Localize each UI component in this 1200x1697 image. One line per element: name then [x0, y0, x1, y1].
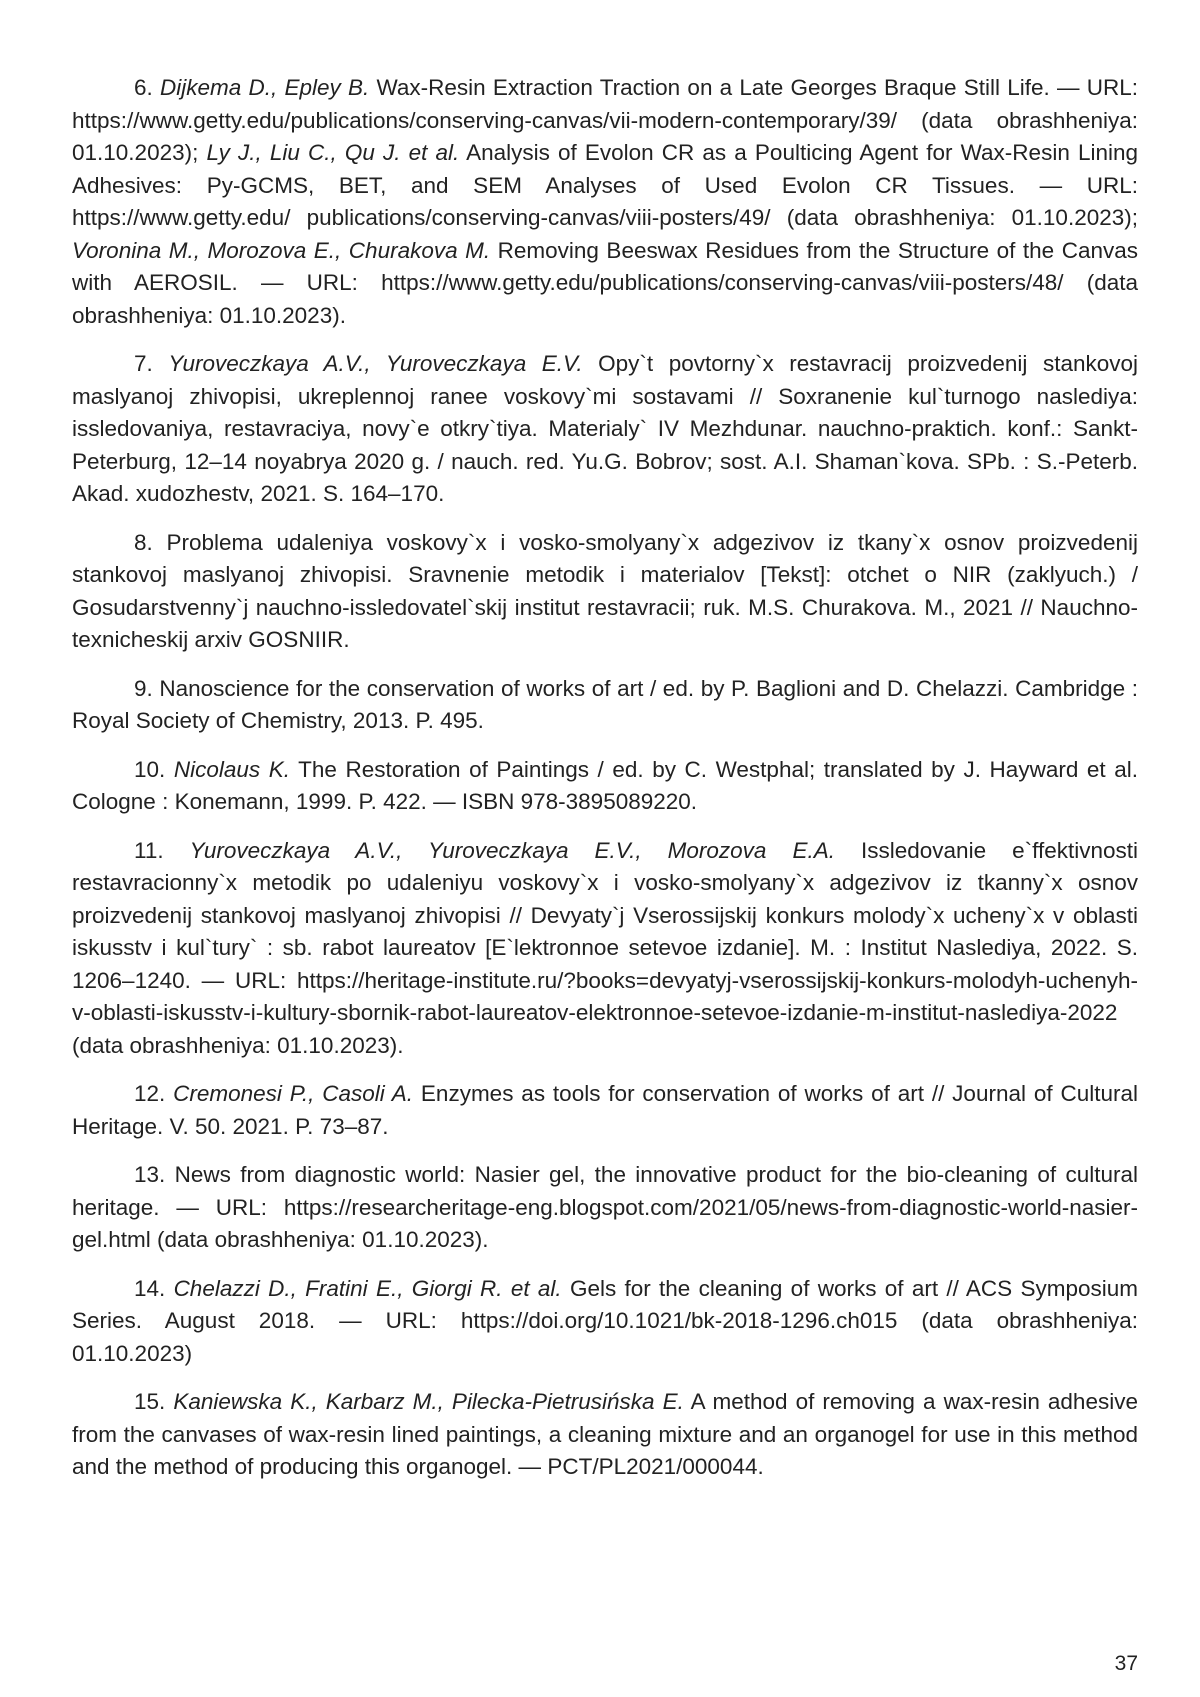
reference-text: Gels for the cleaning of works of art // ACS Symposium Series. August 2018. — URL: https://doi.org/10.1021/bk-2018-1296.ch015 (data obrashheniya: 01.10.2023) [72, 1275, 1138, 1366]
reference-entry [72, 527, 1138, 657]
reference-text: 12. [134, 1081, 174, 1106]
reference-text: Analysis of Evolon CR as a Poulticing Agent for Wax-Resin Lining Adhesives: Py-GCMS, BET, and SEM Analyses of Used Evolon CR Tissues. — URL: https://www.getty.edu/ publications/conserving-canvas/viii-posters/49/ (data obrashheniya: 01.10.2023); [72, 140, 1138, 230]
reference-entry [72, 348, 1138, 511]
reference-entry [72, 72, 1138, 332]
reference-entry [72, 1273, 1138, 1371]
reference-text: 10. [134, 756, 174, 782]
reference-text: Issledovanie e`ffektivnosti restavracionny`x metodik po udaleniyu voskovy`x i vosko-smolyany`x adgezivov iz tkanny`x osnov proizvedenij stankovoj maslyanoj zhivopisi // Devyaty`j Vserossijskij konkurs molody`x ucheny`x v oblasti iskusstv i kul`tury` : sb. rabot laureatov [E`lektronnoe setevoe izdanie]. M. : Institut Naslediya, 2022. S. 1206–1240. — URL: https://heritage-institute.ru/?books=devyatyj-vserossijskij-konkurs-molodyh-uchenyh-v-oblasti-iskusstv-i-kultury-sbornik-rabot-laureatov-elektronnoe-setevoe-izdanie-m-institut-naslediya-2022 (data obrashheniya: 01.10.2023). [72, 837, 1139, 1058]
reference-authors: Cremonesi P., Casoli A. [173, 1081, 414, 1106]
reference-entry [72, 835, 1138, 1063]
reference-text: 9. Nanoscience for the conservation of works of art / ed. by P. Baglioni and D. Chelazzi. Cambridge : Royal Society of Chemistry, 2013. P. 495. [72, 675, 1138, 733]
reference-text: Opy`t povtorny`x restavracij proizvedenij stankovoj maslyanoj zhivopisi, ukreplennoj ranee voskovy`mi sostavami // Soxranenie kul`turnogo naslediya: issledovaniya, restavraciya, novy`e otkry`tiya. Materialy` IV Mezhdunar. nauchno-praktich. konf.: Sankt-Peterburg, 12–14 noyabrya 2020 g. / nauch. red. Yu.G. Bobrov; sost. A.I. Shaman`kova. SPb. : S.-Peterb. Akad. xudozhestv, 2021. S. 164–170. [72, 351, 1138, 506]
reference-authors: Kaniewska K., Karbarz M., Pilecka-Pietrusińska E. [173, 1389, 684, 1414]
reference-text: 6. [134, 75, 160, 100]
reference-list [72, 72, 1138, 1500]
reference-text: 15. [134, 1389, 174, 1414]
reference-entry [72, 673, 1138, 738]
reference-text: The Restoration of Paintings / ed. by C. Westphal; translated by J. Hayward et al. Cologne : Konemann, 1999. P. 422. — ISBN 978-3895089220. [72, 756, 1138, 814]
reference-authors: Ly J., Liu C., Qu J. et al. [206, 140, 460, 165]
reference-text: 14. [134, 1275, 174, 1301]
reference-entry [72, 754, 1138, 819]
reference-entry [72, 1078, 1138, 1143]
reference-authors: Yuroveczkaya A.V., Yuroveczkaya E.V. [168, 351, 583, 376]
reference-text: 13. News from diagnostic world: Nasier gel, the innovative product for the bio-cleaning of cultural heritage. — URL: https://researcheritage-eng.blogspot.com/2021/05/news-from-diagnostic-world-nasier-gel.html (data obrashheniya: 01.10.2023). [72, 1162, 1138, 1252]
reference-text: Wax-Resin Extraction Traction on a Late Georges Braque Still Life. — URL: https://www.getty.edu/publications/conserving-canvas/vii-modern-contemporary/39/ (data obrashheniya: 01.10.2023); [72, 75, 1138, 165]
reference-text: 7. [134, 351, 169, 376]
reference-text: 11. [134, 837, 190, 863]
reference-authors: Dijkema D., Epley B. [160, 75, 370, 100]
reference-text: A method of removing a wax-resin adhesive from the canvases of wax-resin lined paintings, a cleaning mixture and an organogel for use in this method and the method of producing this organogel. — PCT/PL2021/000044. [72, 1389, 1138, 1479]
reference-text: Enzymes as tools for conservation of works of art // Journal of Cultural Heritage. V. 50. 2021. P. 73–87. [72, 1081, 1138, 1139]
page-number: 37 [1114, 1652, 1138, 1675]
reference-authors: Yuroveczkaya A.V., Yuroveczkaya E.V., Morozova E.A. [189, 837, 835, 863]
reference-authors: Voronina M., Morozova E., Churakova M. [72, 237, 491, 263]
reference-entry [72, 1386, 1138, 1484]
reference-text: Removing Beeswax Residues from the Structure of the Canvas with AEROSIL. — URL: https://www.getty.edu/publications/conserving-canvas/viii-posters/48/ (data obrashheniya: 01.10.2023). [72, 237, 1138, 328]
reference-text: 8. Problema udaleniya voskovy`x i vosko-smolyany`x adgezivov iz tkany`x osnov proizvedenij stankovoj maslyanoj zhivopisi. Sravnenie metodik i materialov [Tekst]: otchet o NIR (zaklyuch.) / Gosudarstvenny`j nauchno-issledovatel`skij institut restavracii; ruk. M.S. Churakova. M., 2021 // Nauchno-texnicheskij arxiv GOSNIIR. [72, 529, 1138, 652]
reference-authors: Nicolaus K. [173, 756, 290, 782]
reference-entry [72, 1159, 1138, 1257]
reference-authors: Chelazzi D., Fratini E., Giorgi R. et al. [173, 1275, 562, 1301]
